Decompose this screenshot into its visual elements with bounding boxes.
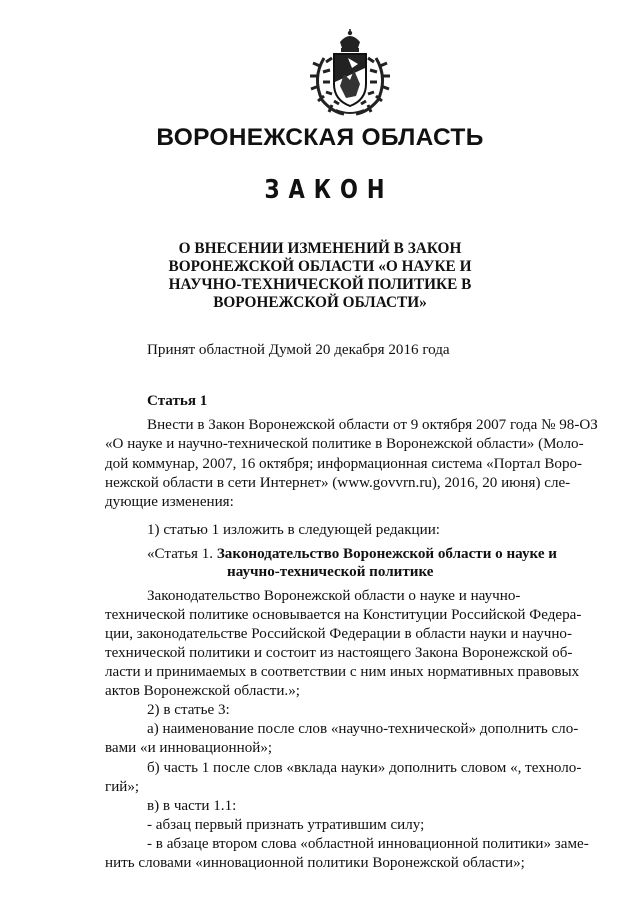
paragraph-line: а) наименование после слов «научно-технической» дополнить сло- [147,721,579,737]
amendment-item: 2) в статье 3: [147,702,230,718]
quoted-article-prefix: «Статья 1. [147,546,214,562]
law-title-line: НАУЧНО-ТЕХНИЧЕСКОЙ ПОЛИТИКЕ В [168,276,472,293]
law-title-line: ВОРОНЕЖСКОЙ ОБЛАСТИ «О НАУКЕ И [168,258,472,275]
quoted-article-heading [147,545,557,563]
quoted-article-title: Законодательство Воронежской области о науке и [216,546,558,562]
paragraph-line: ласти и принимаемых в соответствии с ним иных нормативных правовых [105,664,580,680]
paragraph-line: технической политике основывается на Конституции Российской Федера- [105,607,582,623]
amendment-item: 1) статью 1 изложить в следующей редакции: [147,522,440,538]
region-title: ВОРОНЕЖСКАЯ ОБЛАСТЬ [156,124,484,151]
quoted-article-title: научно-технической политике [227,564,434,580]
paragraph-line: - в абзаце втором слова «областной инновационной политики» заме- [147,836,589,852]
paragraph-line: нежской области в сети Интернет» (www.govvrn.ru), 2016, 20 июня) сле- [105,475,571,491]
paragraph-line: Законодательство Воронежской области о науке и научно- [147,588,521,604]
amendment-item: в) в части 1.1: [147,798,237,814]
paragraph-line: «О науке и научно-технической политике в Воронежской области» (Моло- [105,436,584,452]
paragraph-line: вами «и инновационной»; [105,740,273,756]
law-title-line: ВОРОНЕЖСКОЙ ОБЛАСТИ» [213,294,427,311]
paragraph-line: Внести в Закон Воронежской области от 9 октября 2007 года № 98-ОЗ [147,417,598,433]
paragraph-line: дующие изменения: [105,494,234,510]
amendment-item: - абзац первый признать утратившим силу; [147,817,425,833]
paragraph-line: гий»; [105,779,140,795]
law-title [0,240,640,312]
paragraph-line: актов Воронежской области.»; [105,683,300,699]
law-title-line: О ВНЕСЕНИИ ИЗМЕНЕНИЙ В ЗАКОН [178,240,462,257]
paragraph-line: технической политики и состоит из настоящего Закона Воронежской об- [105,645,573,661]
article-heading: Статья 1 [147,393,208,409]
paragraph-line: ции, законодательстве Российской Федерации в области науки и научно- [105,626,572,642]
paragraph-line: б) часть 1 после слов «вклада науки» дополнить словом «, техноло- [147,760,582,776]
coat-of-arms-icon [304,28,396,116]
adoption-date: Принят областной Думой 20 декабря 2016 года [147,342,450,358]
document-type: ЗАКОН [264,175,394,205]
paragraph-line: дой коммунар, 2007, 16 октября; информационная система «Портал Воро- [105,456,583,472]
paragraph-line: нить словами «инновационной политики Воронежской области»; [105,855,525,871]
